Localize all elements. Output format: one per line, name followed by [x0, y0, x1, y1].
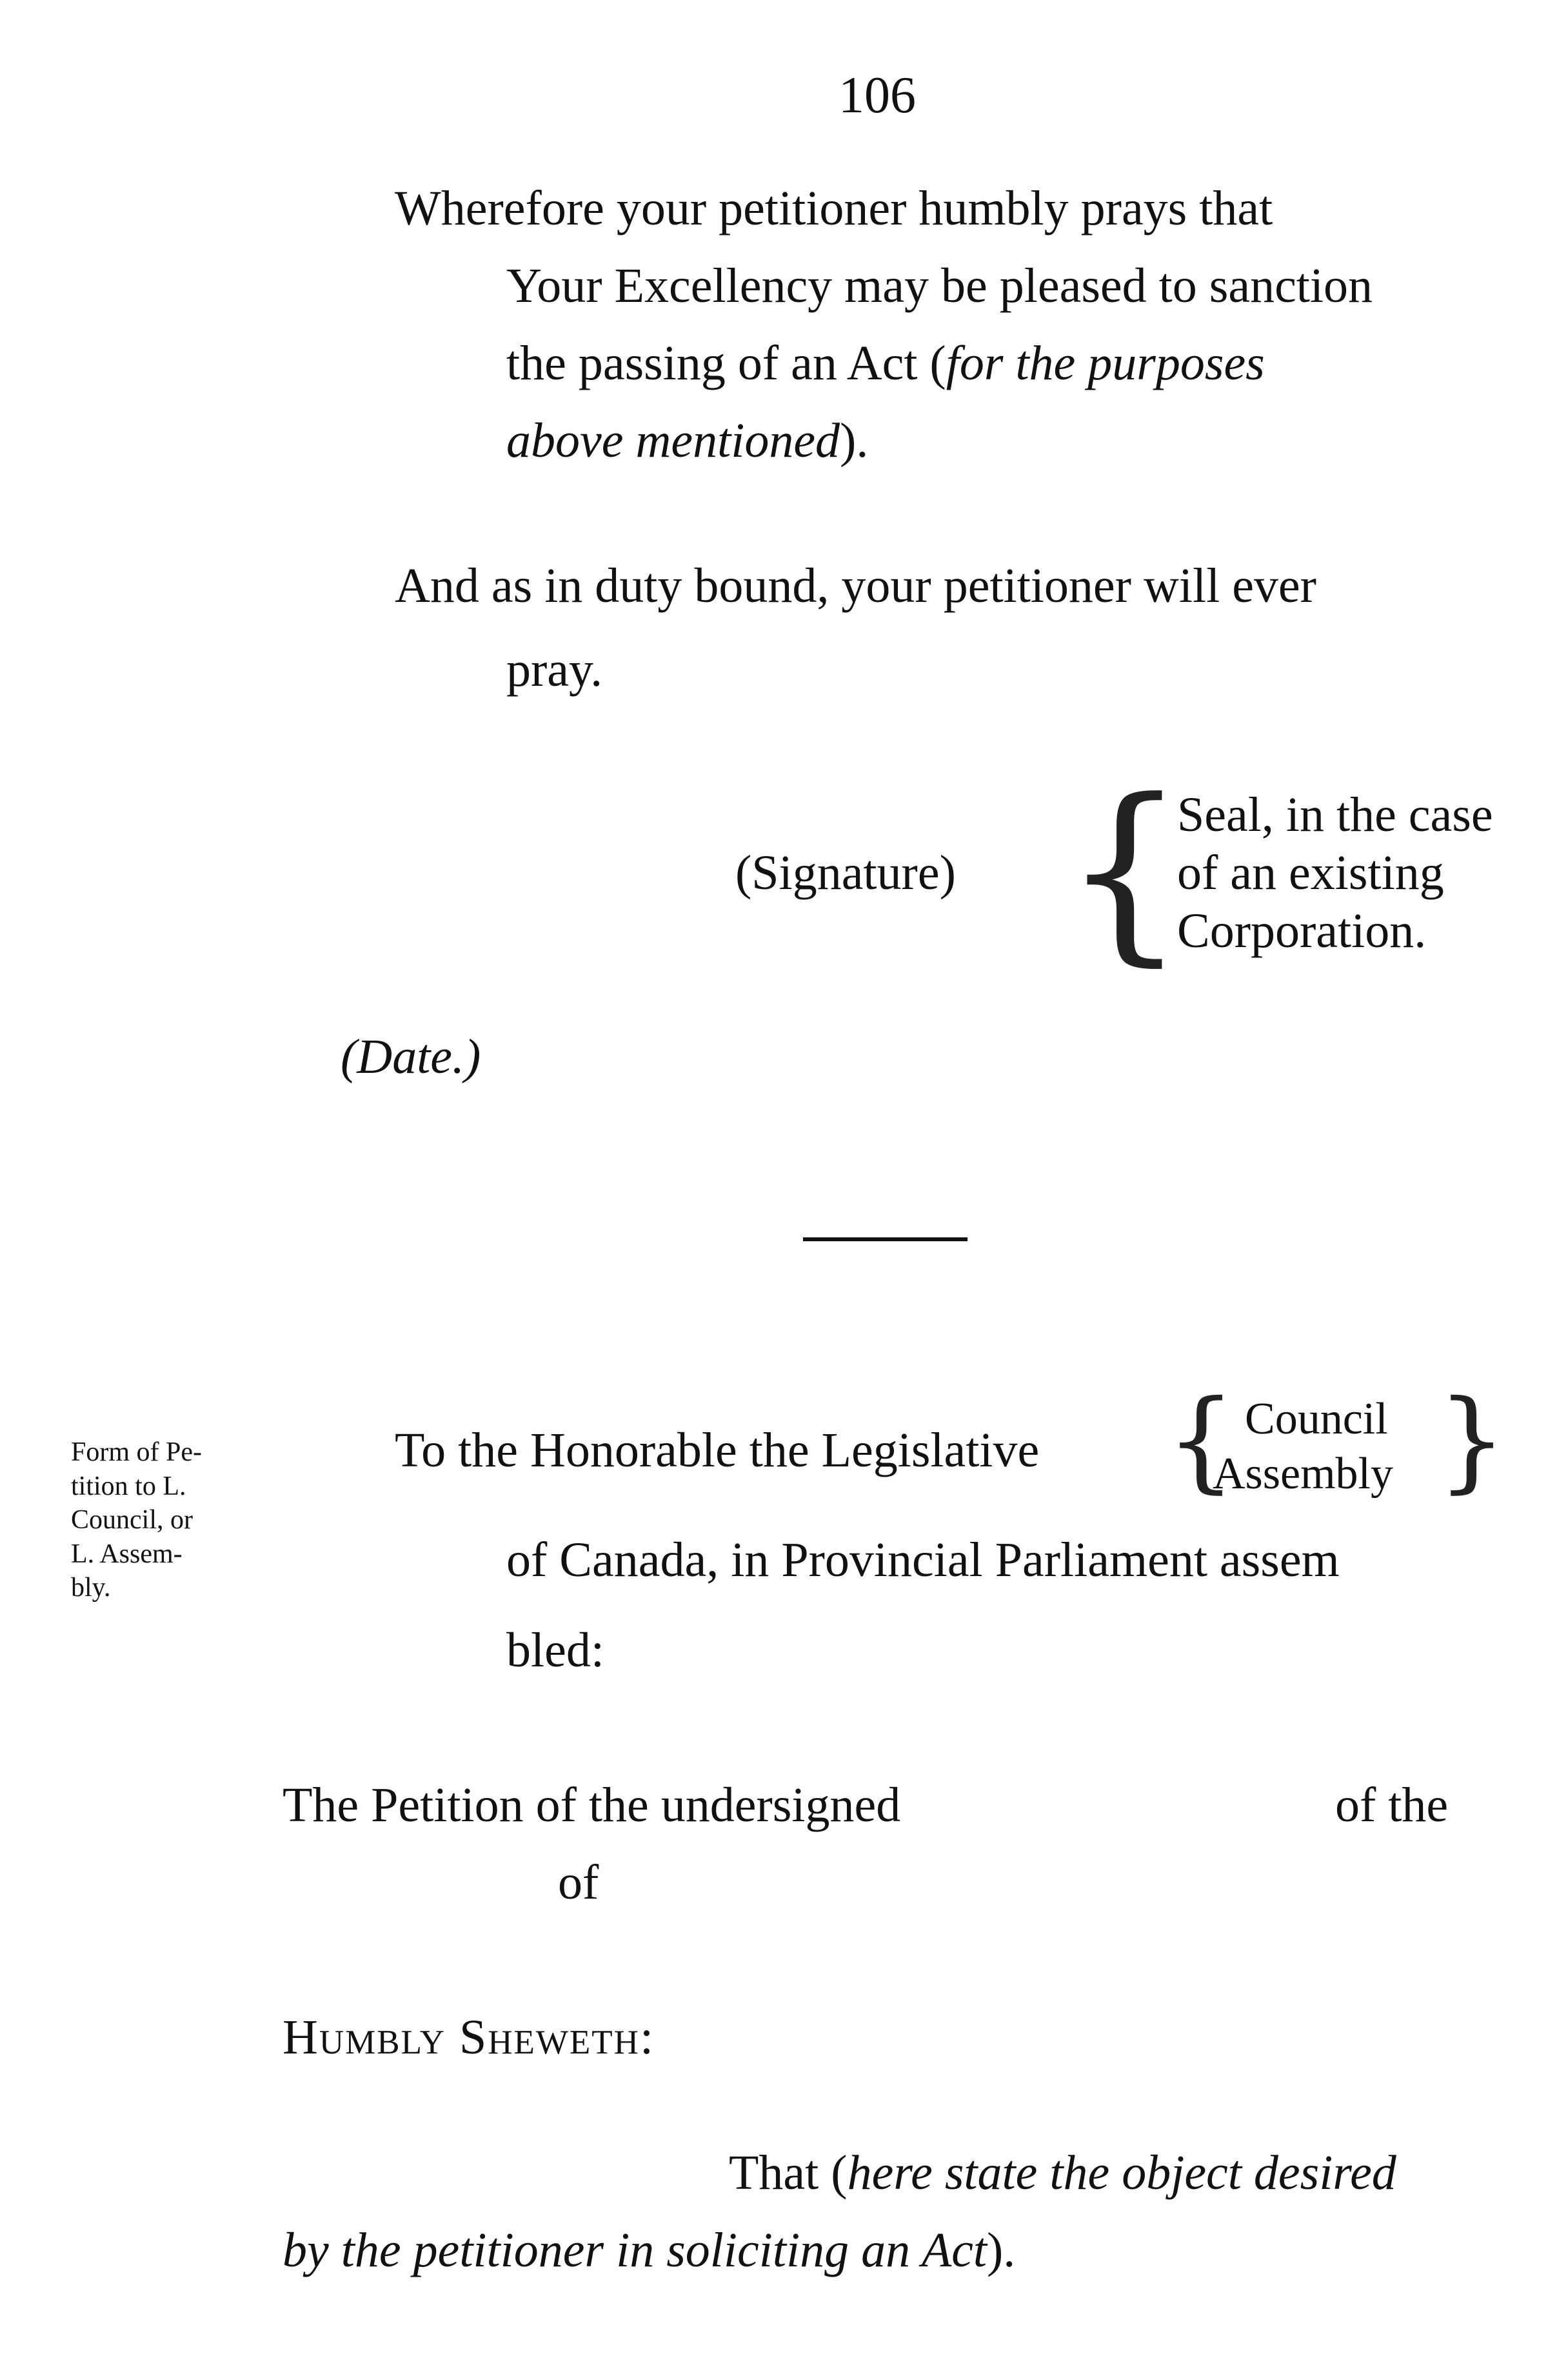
petition-line-1-right: of the [1335, 1778, 1449, 1832]
margin-note-line-5: bly. [71, 1573, 111, 1603]
address-line-3: bled: [506, 1623, 604, 1677]
margin-note-line-4: L. Assem- [71, 1539, 183, 1569]
petition-line-1-left: The Petition of the undersigned [283, 1778, 901, 1832]
humbly-sheweth-heading: Humbly Sheweth: [283, 2010, 655, 2064]
prayer-line-3 [506, 336, 1265, 390]
prayer-text-1: Wherefore your petitioner humbly prays that [395, 181, 1273, 235]
that-line-1-text: That ( [729, 2146, 848, 2200]
margin-note-line-1: Form of Pe- [71, 1437, 202, 1467]
address-line-1: To the Honorable the Legislative [395, 1423, 1040, 1477]
prayer-line-1 [395, 181, 1485, 235]
that-line-1 [729, 2146, 1396, 2200]
signature-label: (Signature) [735, 846, 956, 900]
prayer-line-3-text: the passing of an Act ( [506, 336, 946, 390]
date-label: (Date.) [341, 1030, 481, 1084]
duty-line-1: And as in duty bound, your petitioner will ever [395, 559, 1316, 613]
seal-line-1: Seal, in the case [1177, 788, 1493, 842]
seal-line-2: of an existing [1177, 846, 1444, 900]
that-line-2 [283, 2223, 1016, 2277]
address-option-council: Council [1245, 1394, 1388, 1444]
margin-note-line-2: tition to L. [71, 1471, 186, 1501]
that-line-2-end: ). [986, 2223, 1016, 2277]
margin-note-line-3: Council, or [71, 1505, 193, 1535]
prayer-line-3-italic: for the purposes [946, 336, 1265, 390]
margin-note [71, 1435, 202, 1605]
that-line-1-italic: here state the object desired [847, 2146, 1396, 2200]
address-option-assembly: Assembly [1213, 1449, 1393, 1499]
prayer-line-4-end: ). [840, 414, 869, 468]
seal-line-3: Corporation. [1177, 904, 1427, 958]
address-left-brace: { [1166, 1377, 1236, 1504]
prayer-line-2: Your Excellency may be pleased to sanction [506, 259, 1373, 313]
that-line-2-italic: by the petitioner in soliciting an Act [283, 2223, 987, 2277]
address-line-2: of Canada, in Provincial Parliament assem [506, 1533, 1340, 1587]
section-divider [803, 1237, 968, 1241]
prayer-line-4-italic: above mentioned [506, 414, 840, 468]
duty-line-2: pray. [506, 643, 603, 697]
seal-brace: { [1063, 758, 1186, 983]
petition-line-2: of [558, 1855, 599, 1910]
address-right-brace: } [1437, 1377, 1507, 1504]
prayer-line-4 [506, 414, 869, 468]
page-number: 106 [839, 67, 916, 124]
